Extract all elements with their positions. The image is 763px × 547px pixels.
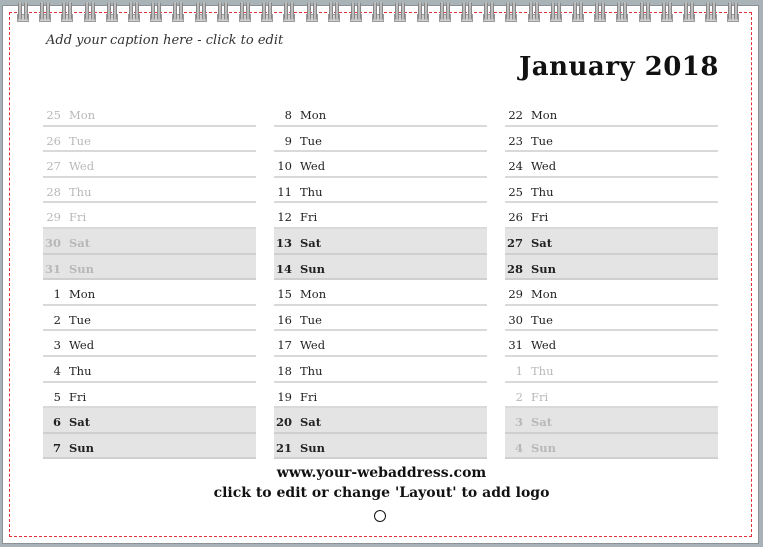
day-name: Wed	[69, 338, 95, 353]
spiral-coil-icon	[40, 2, 50, 24]
day-name: Mon	[300, 108, 327, 122]
day-column-2	[274, 101, 487, 459]
day-number: 3	[514, 415, 523, 430]
day-number: 14	[275, 261, 292, 276]
spiral-binding-icon	[18, 0, 748, 24]
day-name: Sat	[69, 415, 91, 430]
day-number: 30	[508, 312, 523, 327]
spiral-coil-icon	[484, 2, 494, 24]
day-number: 19	[277, 389, 292, 404]
day-row[interactable]	[505, 152, 718, 178]
day-row[interactable]	[43, 434, 256, 460]
day-row[interactable]	[274, 331, 487, 357]
day-row[interactable]	[274, 229, 487, 255]
day-name: Sat	[300, 235, 322, 250]
spiral-coil-icon	[129, 2, 139, 24]
spiral-coil-icon	[240, 2, 250, 24]
day-number: 26	[508, 210, 523, 225]
day-name: Sat	[69, 235, 91, 250]
day-name: Mon	[69, 108, 96, 122]
day-row[interactable]	[505, 101, 718, 127]
day-name: Sun	[300, 440, 326, 455]
day-row[interactable]	[274, 434, 487, 460]
day-row[interactable]	[274, 280, 487, 306]
day-column-3	[505, 101, 718, 459]
day-row[interactable]	[274, 383, 487, 409]
day-column-1	[43, 101, 256, 459]
day-number: 10	[277, 159, 292, 174]
day-row[interactable]	[505, 357, 718, 383]
spiral-coil-icon	[329, 2, 339, 24]
spiral-coil-icon	[85, 2, 95, 24]
day-row[interactable]	[274, 178, 487, 204]
day-row[interactable]	[274, 203, 487, 229]
day-number: 29	[46, 210, 61, 225]
day-number: 25	[508, 184, 523, 199]
web-address[interactable]: www.your-webaddress.com	[276, 465, 487, 481]
spiral-coil-icon	[462, 2, 472, 24]
day-row[interactable]	[43, 178, 256, 204]
day-number: 1	[53, 287, 61, 302]
hanging-hole-icon	[374, 510, 386, 522]
day-row[interactable]	[274, 306, 487, 332]
day-row[interactable]	[43, 229, 256, 255]
day-number: 31	[508, 338, 523, 353]
day-row[interactable]	[505, 383, 718, 409]
day-row[interactable]	[43, 331, 256, 357]
day-name: Sun	[300, 261, 326, 276]
caption-text[interactable]: Add your caption here - click to edit	[46, 33, 284, 48]
spiral-coil-icon	[617, 2, 627, 24]
day-row[interactable]	[43, 383, 256, 409]
day-name: Wed	[531, 159, 557, 174]
day-name: Tue	[531, 133, 553, 148]
day-number: 2	[515, 389, 523, 404]
spiral-coil-icon	[529, 2, 539, 24]
day-row[interactable]	[505, 203, 718, 229]
day-name: Thu	[300, 184, 323, 199]
spiral-coil-icon	[706, 2, 716, 24]
day-row[interactable]	[43, 280, 256, 306]
spiral-coil-icon	[728, 2, 738, 24]
day-number: 24	[508, 159, 523, 174]
spiral-coil-icon	[262, 2, 272, 24]
day-row[interactable]	[43, 408, 256, 434]
day-name: Wed	[300, 159, 326, 174]
spiral-coil-icon	[395, 2, 405, 24]
day-row[interactable]	[43, 127, 256, 153]
spiral-coil-icon	[640, 2, 650, 24]
day-number: 12	[277, 210, 292, 225]
spiral-coil-icon	[684, 2, 694, 24]
day-row[interactable]	[505, 255, 718, 281]
day-name: Thu	[531, 363, 554, 378]
day-number: 8	[284, 108, 292, 122]
day-name: Fri	[300, 210, 318, 225]
day-name: Wed	[300, 338, 326, 353]
day-row[interactable]	[274, 127, 487, 153]
day-number: 2	[53, 312, 61, 327]
day-row[interactable]	[505, 127, 718, 153]
day-number: 4	[53, 363, 61, 378]
day-name: Thu	[300, 363, 323, 378]
day-number: 21	[275, 440, 292, 455]
day-name: Thu	[69, 184, 92, 199]
day-row[interactable]	[43, 203, 256, 229]
spiral-coil-icon	[107, 2, 117, 24]
day-row[interactable]	[43, 306, 256, 332]
spiral-coil-icon	[418, 2, 428, 24]
day-number: 15	[277, 287, 292, 302]
day-name: Thu	[531, 184, 554, 199]
day-name: Sat	[531, 415, 553, 430]
day-number: 6	[52, 415, 61, 430]
day-number: 17	[277, 338, 292, 353]
spiral-coil-icon	[373, 2, 383, 24]
day-number: 5	[53, 389, 61, 404]
spiral-coil-icon	[151, 2, 161, 24]
day-name: Sun	[69, 261, 95, 276]
day-number: 16	[277, 312, 292, 327]
day-name: Wed	[69, 159, 95, 174]
day-name: Sat	[300, 415, 322, 430]
logo-hint[interactable]: click to edit or change 'Layout' to add logo	[213, 485, 550, 501]
day-name: Sat	[531, 235, 553, 250]
day-number: 4	[514, 440, 523, 455]
day-name: Mon	[69, 287, 96, 302]
day-name: Thu	[69, 363, 92, 378]
day-number: 11	[277, 184, 292, 199]
day-row[interactable]	[505, 331, 718, 357]
day-number: 22	[508, 108, 523, 122]
day-name: Tue	[69, 133, 91, 148]
spiral-coil-icon	[440, 2, 450, 24]
day-row[interactable]	[274, 152, 487, 178]
day-number: 7	[52, 440, 61, 455]
spiral-coil-icon	[506, 2, 516, 24]
day-name: Tue	[69, 312, 91, 327]
day-name: Sun	[531, 261, 557, 276]
day-name: Tue	[300, 312, 322, 327]
day-number: 1	[515, 363, 523, 378]
day-name: Mon	[531, 287, 558, 302]
day-row[interactable]	[43, 152, 256, 178]
day-row[interactable]	[43, 357, 256, 383]
day-row[interactable]	[274, 357, 487, 383]
day-number: 13	[275, 235, 292, 250]
day-name: Fri	[300, 389, 318, 404]
day-number: 25	[46, 108, 61, 122]
spiral-coil-icon	[218, 2, 228, 24]
spiral-coil-icon	[62, 2, 72, 24]
day-row[interactable]	[505, 229, 718, 255]
spiral-coil-icon	[595, 2, 605, 24]
day-number: 31	[44, 261, 61, 276]
month-title: January 2018	[518, 52, 719, 82]
day-name: Mon	[300, 287, 327, 302]
day-name: Sun	[531, 440, 557, 455]
day-number: 29	[508, 287, 523, 302]
day-row[interactable]	[505, 280, 718, 306]
day-row[interactable]	[274, 255, 487, 281]
day-row[interactable]	[43, 255, 256, 281]
day-number: 27	[46, 159, 61, 174]
spiral-coil-icon	[662, 2, 672, 24]
spiral-coil-icon	[307, 2, 317, 24]
day-number: 26	[46, 133, 61, 148]
day-name: Fri	[69, 210, 87, 225]
day-number: 3	[53, 338, 61, 353]
day-row[interactable]	[274, 101, 487, 127]
day-number: 28	[506, 261, 523, 276]
day-name: Fri	[531, 210, 549, 225]
day-number: 18	[277, 363, 292, 378]
day-row[interactable]	[505, 178, 718, 204]
spiral-coil-icon	[551, 2, 561, 24]
day-name: Tue	[531, 312, 553, 327]
day-number: 9	[284, 133, 292, 148]
day-name: Sun	[69, 440, 95, 455]
day-row[interactable]	[505, 434, 718, 460]
spiral-coil-icon	[173, 2, 183, 24]
spiral-coil-icon	[284, 2, 294, 24]
day-row[interactable]	[274, 408, 487, 434]
spiral-coil-icon	[573, 2, 583, 24]
day-number: 20	[275, 415, 292, 430]
day-name: Fri	[531, 389, 549, 404]
day-number: 28	[46, 184, 61, 199]
day-row[interactable]	[505, 306, 718, 332]
spiral-coil-icon	[18, 2, 28, 24]
day-name: Fri	[69, 389, 87, 404]
day-row[interactable]	[43, 101, 256, 127]
day-name: Mon	[531, 108, 558, 122]
day-number: 30	[44, 235, 61, 250]
spiral-coil-icon	[196, 2, 206, 24]
day-number: 27	[506, 235, 523, 250]
day-number: 23	[508, 133, 523, 148]
day-name: Wed	[531, 338, 557, 353]
day-name: Tue	[300, 133, 322, 148]
day-row[interactable]	[505, 408, 718, 434]
spiral-coil-icon	[351, 2, 361, 24]
